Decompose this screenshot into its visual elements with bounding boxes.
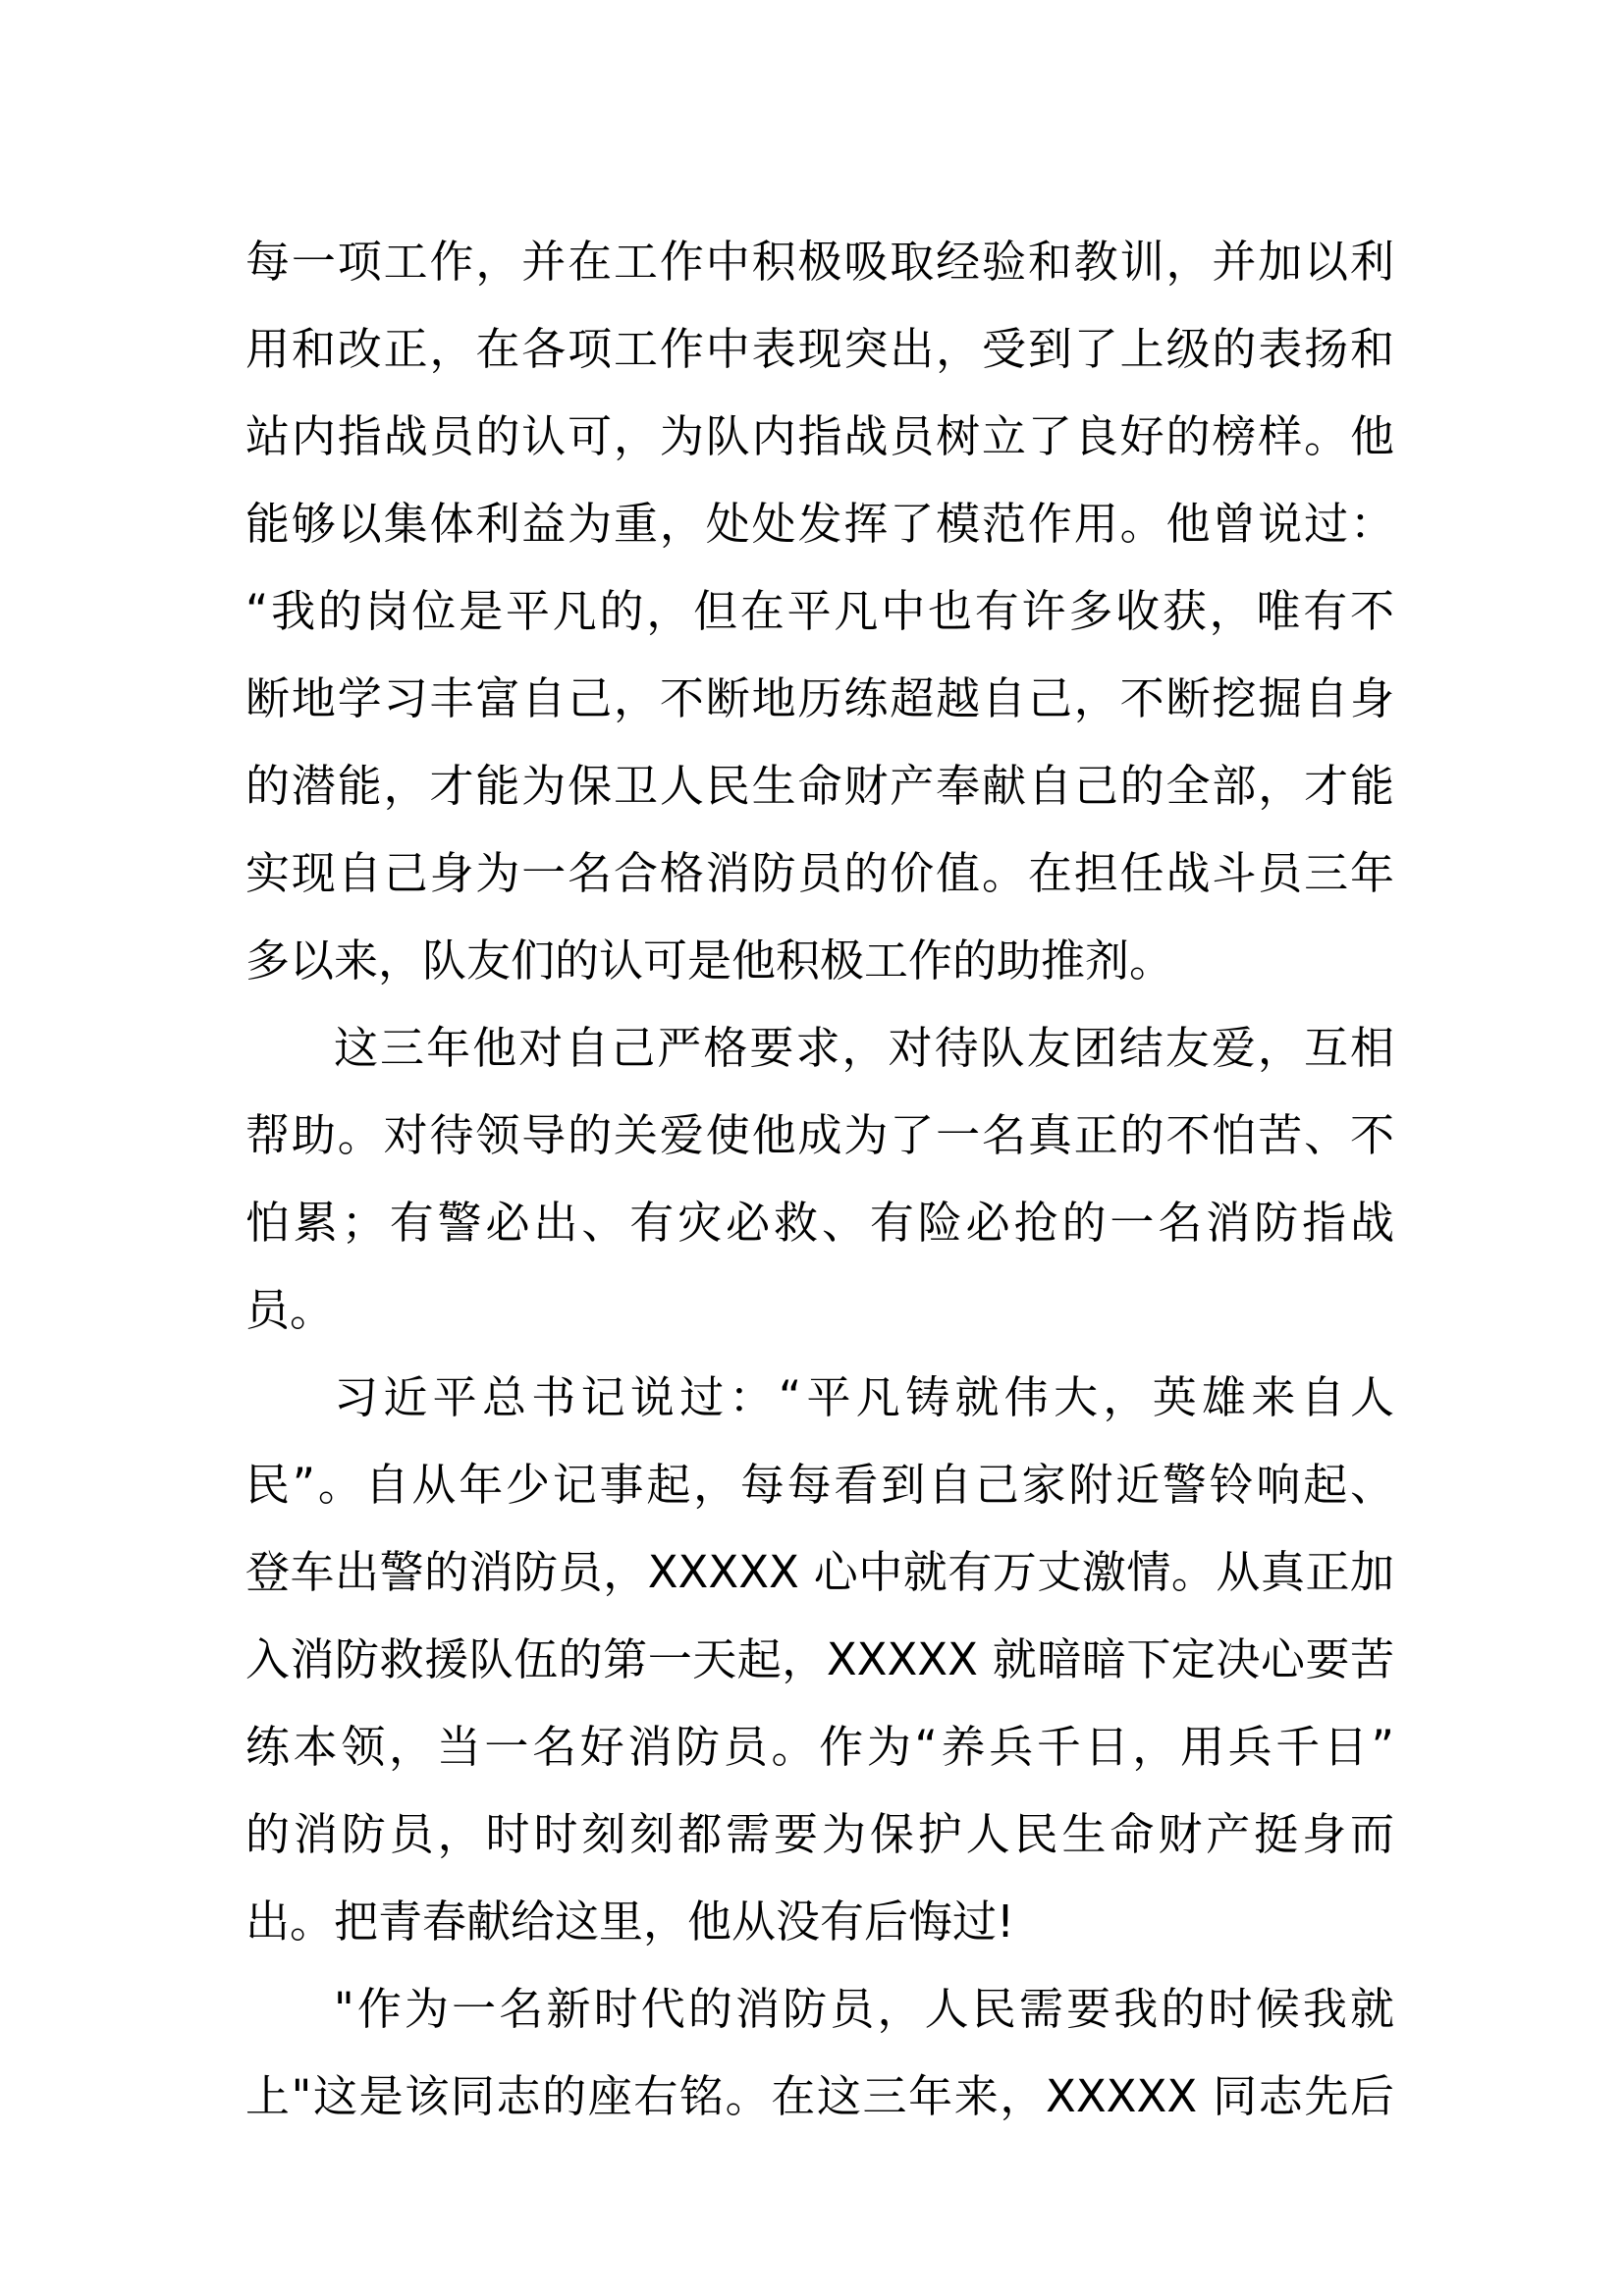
text-line: 这三年他对自己严格要求，对待队友团结友爱，互相 — [334, 1022, 1394, 1074]
text-line: 断地学习丰富自己，不断地历练超越自己，不断挖掘自身 — [245, 672, 1394, 724]
text-line: “我的岗位是平凡的，但在平凡中也有许多收获，唯有不 — [245, 585, 1394, 637]
text-line: 的消防员，时时刻刻都需要为保护人民生命财产挺身而 — [245, 1808, 1394, 1860]
document-body — [245, 218, 1394, 2140]
text-line: 习近平总书记说过：“平凡铸就伟大，英雄来自人 — [334, 1371, 1394, 1423]
text-line: 站内指战员的认可，为队内指战员树立了良好的榜样。他 — [245, 410, 1394, 462]
text-line: 入消防救援队伍的第一天起，XXXXX 就暗暗下定决心要苦 — [245, 1633, 1394, 1685]
text-line: 员。 — [245, 1284, 335, 1336]
text-line: 出。把青春献给这里，他从没有后悔过! — [245, 1896, 1015, 1948]
text-line: 登车出警的消防员，XXXXX 心中就有万丈激情。从真正加 — [245, 1546, 1394, 1598]
text-line: 的潜能，才能为保卫人民生命财产奉献自己的全部，才能 — [245, 760, 1394, 812]
text-line: 多以来，队友们的认可是他积极工作的助推剂。 — [245, 934, 1174, 987]
text-line: 能够以集体利益为重，处处发挥了模范作用。他曾说过： — [245, 498, 1394, 550]
text-line: 实现自己身为一名合格消防员的价值。在担任战斗员三年 — [245, 847, 1394, 899]
text-line: 每一项工作，并在工作中积极吸取经验和教训，并加以利 — [245, 236, 1394, 288]
text-line: 帮助。对待领导的关爱使他成为了一名真正的不怕苦、不 — [245, 1109, 1394, 1161]
text-line: 用和改正，在各项工作中表现突出，受到了上级的表扬和 — [245, 323, 1394, 375]
text-line: 民”。自从年少记事起，每每看到自己家附近警铃响起、 — [245, 1459, 1394, 1511]
text-line: 怕累；有警必出、有灾必救、有险必抢的一名消防指战 — [245, 1197, 1394, 1249]
text-line: "作为一名新时代的消防员，人民需要我的时候我就 — [334, 1983, 1394, 2035]
text-line: 上"这是该同志的座右铭。在这三年来，XXXXX 同志先后 — [245, 2070, 1394, 2122]
text-line: 练本领，当一名好消防员。作为“养兵千日，用兵千日” — [245, 1721, 1394, 1773]
